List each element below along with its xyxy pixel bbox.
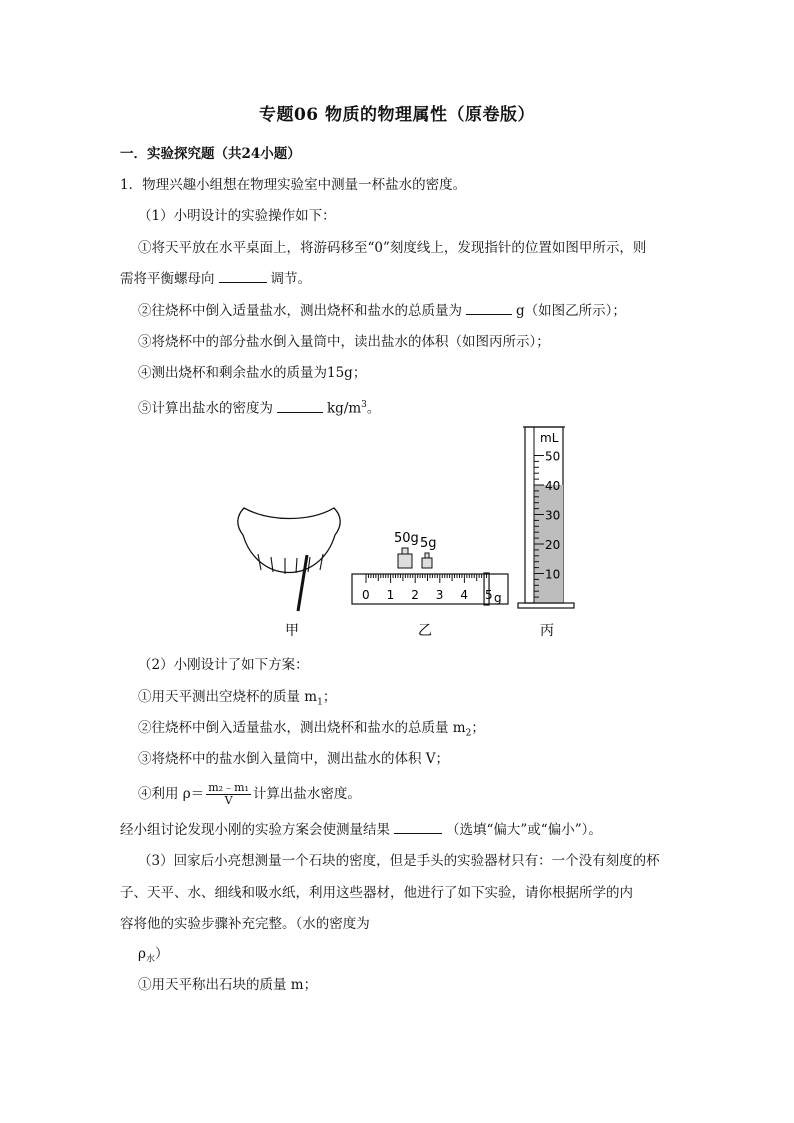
answer-blank-1[interactable] xyxy=(219,269,267,283)
method-step1 xyxy=(138,688,336,712)
cylinder-tick-label: 30 xyxy=(545,508,561,523)
question-stem: 1．物理兴趣小组想在物理实验室中测量一杯盐水的密度。 xyxy=(120,177,467,193)
answer-blank-2[interactable] xyxy=(466,301,512,315)
ruler-ticks xyxy=(366,574,489,583)
step5-unit-exponent: 3 xyxy=(361,400,367,410)
weight-5g xyxy=(422,553,432,568)
weights-and-ruler-figure xyxy=(352,531,508,639)
step5-line xyxy=(138,396,380,418)
ruler-labels xyxy=(362,588,493,602)
part3-line4-end: ） xyxy=(154,946,169,962)
step2-line xyxy=(138,301,626,320)
method-step4 xyxy=(138,779,361,809)
label-bing: 丙 xyxy=(540,623,554,639)
method-step1-text: ①用天平测出空烧杯的质量 m xyxy=(138,689,318,705)
dial-plate xyxy=(238,508,340,573)
step5-end: 。 xyxy=(366,400,381,417)
ruler-unit: g xyxy=(494,591,502,605)
conclusion-line xyxy=(120,820,602,839)
conclusion-text: 经小组讨论发现小刚的实验方案会使测量结果 xyxy=(120,822,390,838)
step2-text-before: ②往烧杯中倒入适量盐水，测出烧杯和盐水的总质量为 xyxy=(138,303,462,319)
balance-pointer xyxy=(298,555,307,611)
weight-5g-label: 5g xyxy=(420,536,437,551)
part3-line1: （3）回家后小亮想测量一个石块的密度，但是手头的实验器材只有：一个没有刻度的杯 xyxy=(138,853,660,869)
step5-text-before: ⑤计算出盐水的密度为 xyxy=(138,400,273,417)
cylinder-tick-label: 10 xyxy=(545,567,561,582)
step1-line1: ①将天平放在水平桌面上，将游码移至“0”刻度线上，发现指针的位置如图甲所示，则 xyxy=(138,240,647,256)
cylinder-tick-label: 20 xyxy=(545,538,561,552)
cylinder-unit: mL xyxy=(540,431,559,445)
ruler-tick-label: 4 xyxy=(460,588,469,602)
method-step2-sub: 2 xyxy=(465,728,472,739)
method-step4-end: 计算出盐水密度。 xyxy=(252,786,361,802)
ruler-tick-label: 2 xyxy=(411,588,419,602)
method-step1-sub: 1 xyxy=(317,697,323,708)
answer-blank-3[interactable] xyxy=(277,399,323,413)
ruler-tick-label: 5 xyxy=(485,588,493,602)
method-step2 xyxy=(138,719,485,743)
method-step4-text: ④利用 ρ＝ xyxy=(138,786,205,802)
part2-heading: （2）小刚设计了如下方案： xyxy=(138,657,309,673)
rho-symbol: ρ xyxy=(138,946,146,962)
part1-heading: （1）小明设计的实验操作如下： xyxy=(138,208,336,224)
answer-blank-4[interactable] xyxy=(394,820,442,834)
balance-dial-figure xyxy=(238,508,340,639)
experiment-figure xyxy=(230,420,590,645)
graduated-cylinder-figure xyxy=(518,427,574,639)
label-yi: 乙 xyxy=(418,623,432,639)
cylinder-tick-label: 50 xyxy=(545,449,561,464)
step1-text-before: 需将平衡螺母向 xyxy=(120,271,215,287)
method-step3: ③将烧杯中的盐水倒入量筒中，测出盐水的体积 V； xyxy=(138,751,450,767)
cylinder-tick-label: 40 xyxy=(545,479,561,493)
step3-line: ③将烧杯中的部分盐水倒入量筒中，读出盐水的体积（如图丙所示）； xyxy=(138,334,550,350)
label-jia: 甲 xyxy=(285,623,299,639)
weight-50g xyxy=(398,548,412,568)
weight-50g-label: 50g xyxy=(394,531,419,546)
page-title: 专题06 物质的物理属性（原卷版） xyxy=(258,105,536,125)
ruler-tick-label: 0 xyxy=(362,588,370,602)
rho-subscript: 水 xyxy=(145,954,155,965)
method-step2-text: ②往烧杯中倒入适量盐水，测出烧杯和盐水的总质量 m xyxy=(138,720,466,736)
conclusion-options: （选填“偏大”或“偏小”）。 xyxy=(446,822,602,838)
density-fraction xyxy=(206,782,251,807)
step2-text-after: g（如图乙所示）； xyxy=(516,303,626,319)
fraction-numerator: m₂﹣m₁ xyxy=(208,781,249,794)
step1-line2 xyxy=(120,269,311,288)
part3-line3: 容将他的实验步骤补充完整。（水的密度为 xyxy=(120,916,370,932)
part3-line4 xyxy=(138,945,168,969)
method-step2-end: ； xyxy=(471,720,485,736)
part3-line2: 子、天平、水、细线和吸水纸，利用这些器材，他进行了如下实验，请你根据所学的内 xyxy=(120,885,633,901)
method-step1-end: ； xyxy=(322,689,337,705)
step4-line: ④测出烧杯和剩余盐水的质量为15g； xyxy=(138,365,367,381)
fraction-denominator: V xyxy=(224,794,233,807)
section-heading: 一．实验探究题（共24小题） xyxy=(120,146,301,162)
ruler-tick-label: 3 xyxy=(435,588,444,602)
step1-text-after: 调节。 xyxy=(270,271,311,287)
part3-step1: ①用天平称出石块的质量 m； xyxy=(138,977,318,993)
cylinder-base xyxy=(518,603,574,608)
ruler-tick-label: 1 xyxy=(386,588,395,602)
step5-unit: kg/m xyxy=(327,400,362,417)
dial-scale-marks xyxy=(258,554,323,574)
